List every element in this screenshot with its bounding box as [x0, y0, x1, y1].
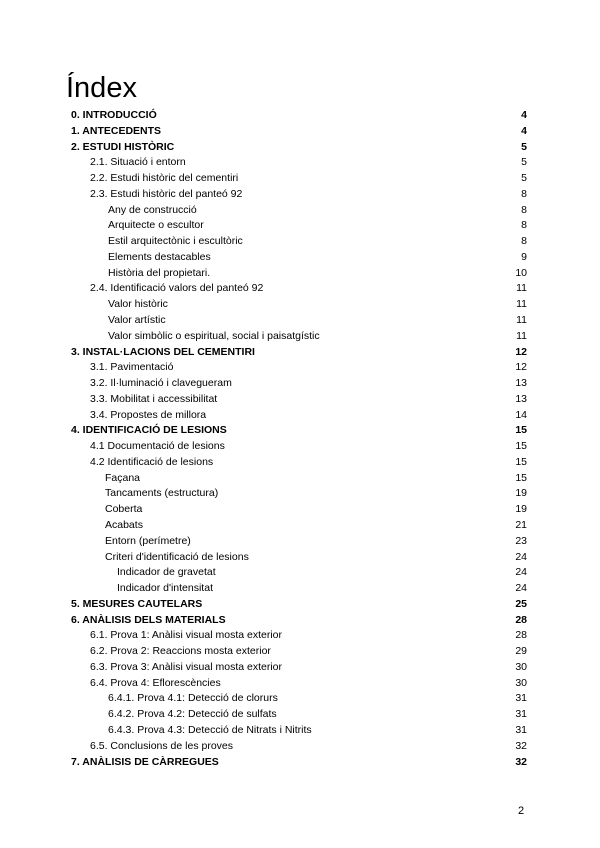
toc-entry-page: 31: [515, 692, 527, 705]
toc-entry-label: 2. ESTUDI HISTÒRIC: [71, 140, 175, 153]
toc-entry-page: 11: [516, 282, 527, 295]
toc-entry-label: 6.4.2. Prova 4.2: Detecció de sulfats: [108, 708, 277, 721]
toc-entry-page: 28: [515, 629, 527, 642]
toc-entry-label: Valor històric: [108, 298, 168, 311]
toc-entry[interactable]: [0, 518, 600, 532]
toc-entry-page: 30: [515, 676, 527, 689]
toc-entry-page: 29: [515, 645, 527, 658]
toc-entry-label: 6.4.1. Prova 4.1: Detecció de clorurs: [108, 692, 278, 705]
toc-entry-page: 11: [516, 314, 527, 326]
toc-entry-page: 32: [515, 755, 527, 768]
toc-entry-label: Tancaments (estructura): [105, 487, 219, 500]
toc-entry-page: 15: [515, 424, 527, 437]
toc-entry[interactable]: [0, 266, 600, 280]
toc-entry-label: 3.4. Propostes de millora: [90, 408, 207, 421]
toc-entry[interactable]: [0, 613, 600, 627]
toc-entry[interactable]: [0, 108, 600, 122]
toc-entry-label: Any de construcció: [108, 203, 197, 216]
toc-entry-page: 8: [521, 235, 527, 248]
toc-entry-page: 14: [515, 408, 527, 421]
toc-entry[interactable]: [0, 676, 600, 690]
toc-entry-label: 0. INTRODUCCIÓ: [71, 109, 157, 121]
toc-entry[interactable]: [0, 723, 600, 737]
toc-entry-label: 3. INSTAL·LACIONS DEL CEMENTIRI: [71, 345, 255, 358]
toc-entry-page: 11: [516, 298, 527, 311]
toc-entry[interactable]: [0, 218, 600, 232]
toc-entry-label: 6.2. Prova 2: Reaccions mosta exterior: [90, 645, 271, 658]
toc-entry-page: 30: [515, 660, 527, 673]
toc-entry[interactable]: [0, 660, 600, 674]
toc-entry[interactable]: [0, 707, 600, 721]
toc-entry-label: Coberta: [105, 503, 143, 516]
toc-entry-label: 7. ANÀLISIS DE CÀRREGUES: [71, 755, 219, 768]
toc-entry[interactable]: [0, 155, 600, 169]
toc-entry-page: 5: [521, 172, 527, 185]
toc-entry[interactable]: [0, 329, 600, 343]
toc-entry-label: Acabats: [105, 519, 143, 532]
toc-entry[interactable]: [0, 124, 600, 138]
toc-entry-page: 15: [515, 455, 527, 468]
page-title: Índex: [66, 72, 137, 104]
toc-entry[interactable]: [0, 392, 600, 406]
toc-entry-label: 1. ANTECEDENTS: [71, 124, 162, 137]
toc-entry-page: 31: [515, 724, 527, 737]
toc-entry-page: 8: [521, 219, 527, 232]
toc-entry-page: 10: [515, 266, 527, 279]
toc-entry-page: 15: [515, 471, 527, 484]
toc-entry[interactable]: [0, 455, 600, 469]
toc-entry-label: 4. IDENTIFICACIÓ DE LESIONS: [71, 424, 227, 437]
toc-entry-label: 6.1. Prova 1: Anàlisi visual mosta exterior: [90, 629, 283, 642]
toc-entry[interactable]: [0, 550, 600, 564]
toc-entry[interactable]: [0, 644, 600, 658]
page-number: 2: [518, 805, 525, 817]
toc-entry-page: 25: [515, 597, 527, 610]
toc-entry[interactable]: [0, 297, 600, 311]
toc-entry-label: 3.3. Mobilitat i accessibilitat: [90, 392, 218, 405]
toc-entry[interactable]: [0, 502, 600, 516]
toc-entry-page: 32: [515, 739, 527, 752]
toc-entry[interactable]: [0, 597, 600, 611]
toc-entry-page: 12: [515, 345, 527, 358]
toc-entry-label: 5. MESURES CAUTELARS: [71, 597, 203, 610]
toc-entry-label: 3.1. Pavimentació: [90, 361, 174, 374]
toc-entry[interactable]: [0, 360, 600, 374]
toc-entry-page: 12: [515, 361, 527, 374]
toc-entry-page: 31: [515, 708, 527, 721]
toc-entry[interactable]: [0, 187, 600, 201]
toc-entry-page: 21: [515, 519, 527, 532]
toc-entry[interactable]: [0, 250, 600, 264]
toc-entry[interactable]: [0, 376, 600, 390]
toc-entry-label: Valor simbòlic o espiritual, social i paisatgístic: [108, 329, 320, 342]
toc-entry-label: 6.4. Prova 4: Eflorescències: [90, 676, 221, 689]
toc-entry-label: 4.2 Identificació de lesions: [90, 455, 214, 468]
toc-entry-label: 6.5. Conclusions de les proves: [90, 739, 233, 752]
toc-entry-page: 19: [515, 487, 527, 500]
toc-entry-page: 19: [515, 503, 527, 516]
toc-entry-label: 2.4. Identificació valors del panteó 92: [90, 282, 264, 295]
toc-entry-page: 28: [515, 613, 527, 626]
toc-entry-label: 2.1. Situació i entorn: [90, 156, 186, 169]
toc-entry-label: Elements destacables: [108, 250, 211, 263]
toc-entry-label: Història del propietari.: [108, 266, 211, 279]
toc-entry[interactable]: [0, 565, 600, 579]
toc-entry-page: 23: [515, 534, 527, 547]
toc-entry-page: 9: [521, 250, 527, 263]
toc-entry-page: 15: [515, 440, 527, 453]
toc-entry-page: 4: [521, 124, 527, 137]
toc-entry[interactable]: [0, 140, 600, 154]
toc-entry-page: 13: [515, 392, 527, 405]
toc-entry[interactable]: [0, 423, 600, 437]
toc-entry-label: 6.3. Prova 3: Anàlisi visual mosta exterior: [90, 660, 283, 673]
toc-entry-label: Arquitecte o escultor: [108, 219, 204, 232]
toc-entry-page: 24: [515, 566, 527, 579]
toc-entry[interactable]: [0, 171, 600, 185]
toc-entry-label: 2.2. Estudi històric del cementiri: [90, 172, 239, 185]
toc-entry-label: 6.4.3. Prova 4.3: Detecció de Nitrats i Nitrits: [108, 724, 312, 737]
toc-entry-label: Façana: [105, 471, 141, 484]
toc-entry-page: 8: [521, 203, 527, 216]
toc-entry-label: 6. ANÀLISIS DELS MATERIALS: [71, 613, 226, 626]
toc-entry[interactable]: [0, 581, 600, 595]
toc-entry[interactable]: [0, 234, 600, 248]
toc-entry[interactable]: [0, 628, 600, 642]
toc-entry-label: Entorn (perímetre): [105, 534, 191, 547]
toc-entry-page: 11: [516, 329, 527, 342]
toc-entry[interactable]: [0, 691, 600, 705]
toc-entry-page: 5: [521, 140, 527, 153]
toc-entry-page: 24: [515, 550, 527, 563]
toc-entry-label: Indicador de gravetat: [117, 566, 216, 579]
toc-entry-page: 8: [521, 187, 527, 200]
toc-entry[interactable]: [0, 203, 600, 217]
toc-entry-label: Estil arquitectònic i escultòric: [108, 235, 243, 248]
toc-entry-label: 3.2. Il·luminació i clavegueram: [90, 377, 232, 390]
toc-entry-label: 4.1 Documentació de lesions: [90, 440, 225, 453]
toc-entry[interactable]: [0, 471, 600, 485]
toc-entry[interactable]: [0, 313, 600, 327]
toc-entry[interactable]: [0, 345, 600, 359]
toc-entry-label: Criteri d'identificació de lesions: [105, 550, 249, 563]
toc-entry-page: 13: [515, 377, 527, 390]
toc-entry[interactable]: [0, 739, 600, 753]
toc-entry[interactable]: [0, 755, 600, 769]
toc-entry[interactable]: [0, 281, 600, 295]
toc-entry[interactable]: [0, 486, 600, 500]
toc-entry-page: 5: [521, 156, 527, 169]
toc-entry-page: 4: [521, 109, 527, 121]
toc-entry[interactable]: [0, 408, 600, 422]
toc-entry-label: 2.3. Estudi històric del panteó 92: [90, 187, 243, 200]
toc-entry-label: Indicador d'intensitat: [117, 582, 213, 595]
toc-entry-page: 24: [515, 582, 527, 595]
toc-entry[interactable]: [0, 439, 600, 453]
toc-entry[interactable]: [0, 534, 600, 548]
toc-entry-label: Valor artístic: [108, 314, 166, 326]
